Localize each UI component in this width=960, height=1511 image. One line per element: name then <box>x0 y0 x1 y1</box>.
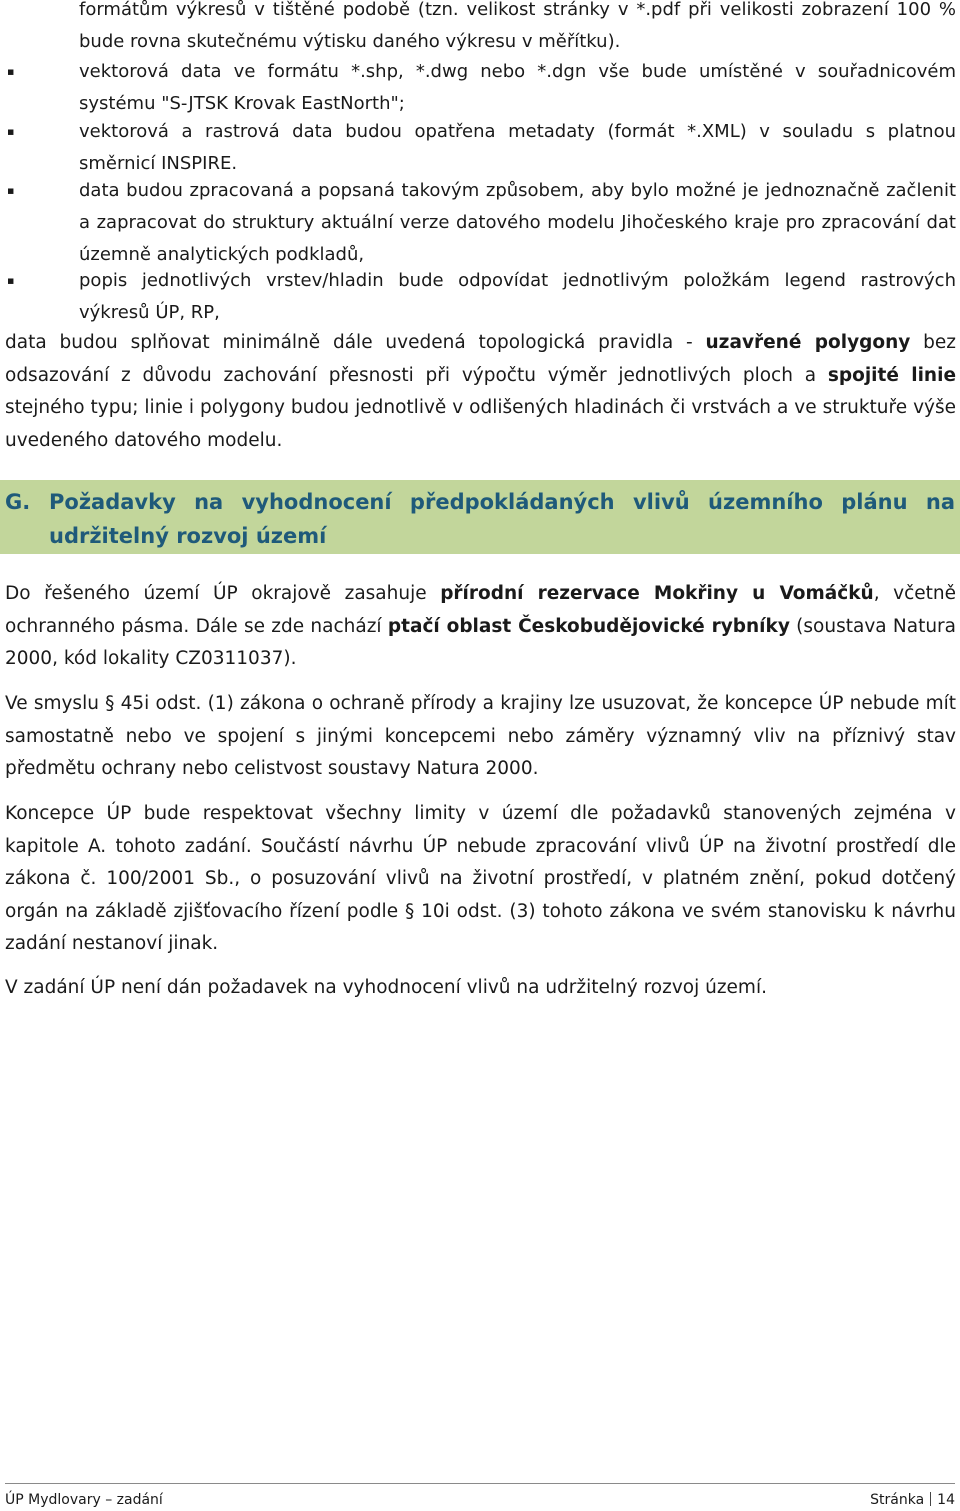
topology-paragraph: data budou splňovat minimálně dále uvedená topologická pravidla - uzavřené polygony bez odsazování z důvodu zachování přesnosti při výpočtu výměr jednotlivých ploch a spojité linie stejného typu; linie i polygony budou jednotlivě v odlišených hladinách či vrstvách a ve struktuře výše uvedeného datového modelu. <box>5 332 956 451</box>
bullet-marker: ▪ <box>7 125 15 138</box>
bullet-text: data budou zpracovaná a popsaná takovým způsobem, aby bylo možné je jednoznačně začlenit a zapracovat do struktury aktuální verze datového modelu Jihočeského kraje pro zpracování dat územně analytických podkladů, <box>79 180 956 265</box>
natura-assessment-paragraph: Ve smyslu § 45i odst. (1) zákona o ochraně přírody a krajiny lze usuzovat, že koncepce ÚP nebude mít samostatně nebo ve spojení s jinými koncepcemi nebo záměry významný vliv na příznivý stav předmětu ochrany nebo celistvost soustavy Natura 2000. <box>5 693 956 779</box>
bullet-item-data-model <box>7 175 956 271</box>
concept-limits-paragraph: Koncepce ÚP bude respektovat všechny limity v území dle požadavků stanovených zejména v kapitole A. tohoto zadání. Součástí návrhu ÚP nebude zpracování vlivů ÚP na životní prostředí dle zákona č. 100/2001 Sb., o posuzování vlivů na životní prostředí, v platném znění, pokud dotčený orgán na základě zjišťovacího řízení podle § 10i odst. (3) tohoto zákona ve svém stanovisku k návrhu zadání nestanoví jinak. <box>5 803 956 954</box>
sustainable-development-paragraph: V zadání ÚP není dán požadavek na vyhodnocení vlivů na udržitelný rozvoj území. <box>5 977 767 998</box>
footer-separator <box>930 1492 931 1506</box>
footer-document-title: ÚP Mydlovary – zadání <box>5 1492 163 1508</box>
bold-nature-reserve: přírodní rezervace Mokřiny u Vomáčků <box>440 583 874 604</box>
nature-reserve-paragraph: Do řešeného území ÚP okrajově zasahuje přírodní rezervace Mokřiny u Vomáčků, včetně ochranného pásma. Dále se zde nachází ptačí oblast Českobudějovické rybníky (soustava Natura 2000, kód lokality CZ0311037). <box>5 583 957 669</box>
bullet-item-metadata <box>7 116 956 180</box>
section-title: Požadavky na vyhodnocení předpokládaných vlivů územního plánu na udržitelný rozvoj území <box>49 490 955 548</box>
bullet-text: vektorová data ve formátu *.shp, *.dwg nebo *.dgn vše bude umístěné v souřadnicovém systému "S-JTSK Krovak EastNorth"; <box>79 61 956 114</box>
bullet-text: formátům výkresů v tištěné podobě (tzn. velikost stránky v *.pdf při velikosti zobrazení 100 % bude rovna skutečnému výtisku daného výkresu v měřítku). <box>79 0 956 52</box>
page-number: 14 <box>937 1492 955 1508</box>
bullet-text: popis jednotlivých vrstev/hladin bude odpovídat jednotlivým položkám legend rastrových výkresů ÚP, RP, <box>79 270 956 323</box>
bold-closed-polygons: uzavřené polygony <box>705 332 911 353</box>
bullet-marker: ▪ <box>7 274 15 287</box>
section-heading-g <box>0 480 960 554</box>
bullet-text: vektorová a rastrová data budou opatřena metadaty (formát *.XML) v souladu s platnou směrnicí INSPIRE. <box>79 121 956 174</box>
bullet-marker: ▪ <box>7 184 15 197</box>
footer-page-number <box>870 1490 955 1510</box>
bullet-marker: ▪ <box>7 65 15 78</box>
page-label: Stránka <box>870 1492 925 1508</box>
footer-divider <box>5 1483 955 1484</box>
bullet-item-continuation <box>79 0 956 58</box>
bullet-item-layers <box>7 265 956 329</box>
bold-continuous-lines: spojité linie <box>827 364 956 386</box>
bold-bird-area: ptačí oblast Českobudějovické rybníky <box>387 615 790 637</box>
section-letter: G. <box>5 490 31 514</box>
bullet-item-vector-format <box>7 56 956 120</box>
